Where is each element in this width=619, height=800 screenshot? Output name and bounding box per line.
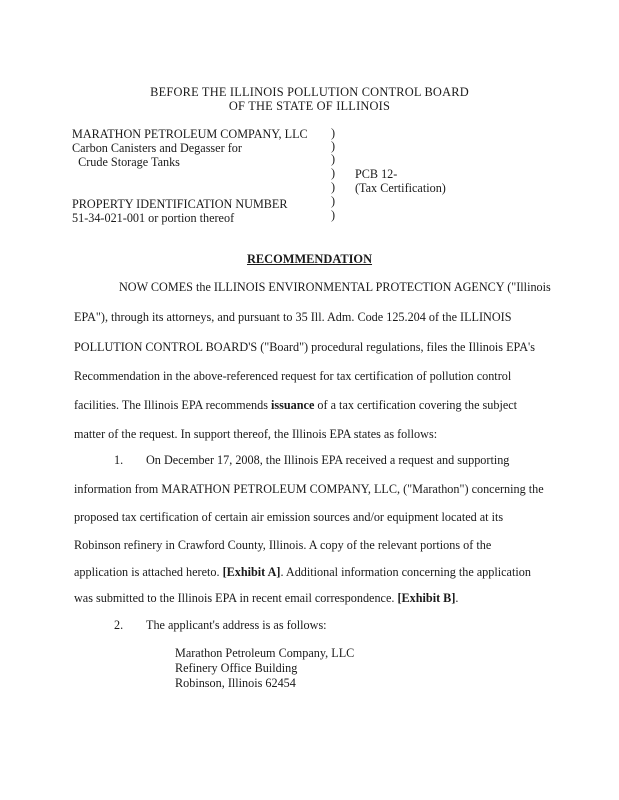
para1-line — [74, 565, 531, 580]
intro-text: facilities. The Illinois EPA recommends — [74, 398, 272, 412]
para1-line — [74, 591, 458, 606]
para1-text: application is attached hereto. — [74, 565, 223, 579]
address-building: Refinery Office Building — [175, 661, 298, 675]
caption-paren: ) — [331, 139, 336, 153]
para1-text: . Additional information concerning the application — [280, 565, 531, 579]
para1-text: . — [455, 591, 459, 605]
caption-paren: ) — [331, 166, 336, 180]
para2-number: 2. — [114, 618, 124, 632]
intro-line: POLLUTION CONTROL BOARD'S ("Board") procedural regulations, files the Illinois EPA's — [74, 340, 535, 354]
para1-line: Robinson refinery in Crawford County, Illinois. A copy of the relevant portions of the — [74, 538, 492, 552]
exhibit-b-ref: [Exhibit B] — [397, 591, 456, 605]
para1-number: 1. — [114, 453, 124, 467]
intro-line: NOW COMES the ILLINOIS ENVIRONMENTAL PROTECTION AGENCY ("Illinois — [119, 280, 551, 294]
address-company: Marathon Petroleum Company, LLC — [175, 646, 355, 660]
recommendation-issuance: issuance — [271, 398, 315, 412]
para1-line: information from MARATHON PETROLEUM COMPANY, LLC, ("Marathon") concerning the — [74, 482, 544, 496]
caption-petitioner-name: MARATHON PETROLEUM COMPANY, LLC — [72, 127, 308, 141]
para1-text: was submitted to the Illinois EPA in recent email correspondence. — [74, 591, 398, 605]
caption-equipment-line2: Crude Storage Tanks — [72, 155, 180, 169]
caption-equipment-line1: Carbon Canisters and Degasser for — [72, 141, 242, 155]
intro-line: matter of the request. In support thereof, the Illinois EPA states as follows: — [74, 427, 438, 441]
state-heading: OF THE STATE OF ILLINOIS — [228, 99, 391, 113]
caption-paren: ) — [331, 126, 336, 140]
case-type: (Tax Certification) — [355, 181, 446, 195]
para1-line: proposed tax certification of certain air emission sources and/or equipment located at its — [74, 510, 504, 524]
para1-line: On December 17, 2008, the Illinois EPA received a request and supporting — [146, 453, 510, 467]
caption-paren: ) — [331, 180, 336, 194]
para2-text: The applicant's address is as follows: — [146, 618, 327, 632]
exhibit-a-ref: [Exhibit A] — [222, 565, 281, 579]
caption-paren: ) — [331, 194, 336, 208]
caption-property-id-label: PROPERTY IDENTIFICATION NUMBER — [72, 197, 288, 211]
case-number: PCB 12- — [355, 167, 398, 181]
caption-paren: ) — [331, 152, 336, 166]
intro-line: EPA"), through its attorneys, and pursuant to 35 Ill. Adm. Code 125.204 of the ILLINOIS — [74, 310, 512, 324]
document-title: RECOMMENDATION — [246, 252, 373, 266]
intro-line: Recommendation in the above-referenced request for tax certification of pollution control — [74, 369, 512, 383]
address-city: Robinson, Illinois 62454 — [175, 676, 296, 690]
intro-text: of a tax certification covering the subject — [314, 398, 518, 412]
caption-paren: ) — [331, 208, 336, 222]
intro-line — [74, 398, 517, 413]
caption-property-id-value: 51-34-021-001 or portion thereof — [72, 211, 235, 225]
board-heading: BEFORE THE ILLINOIS POLLUTION CONTROL BOARD — [150, 85, 469, 99]
